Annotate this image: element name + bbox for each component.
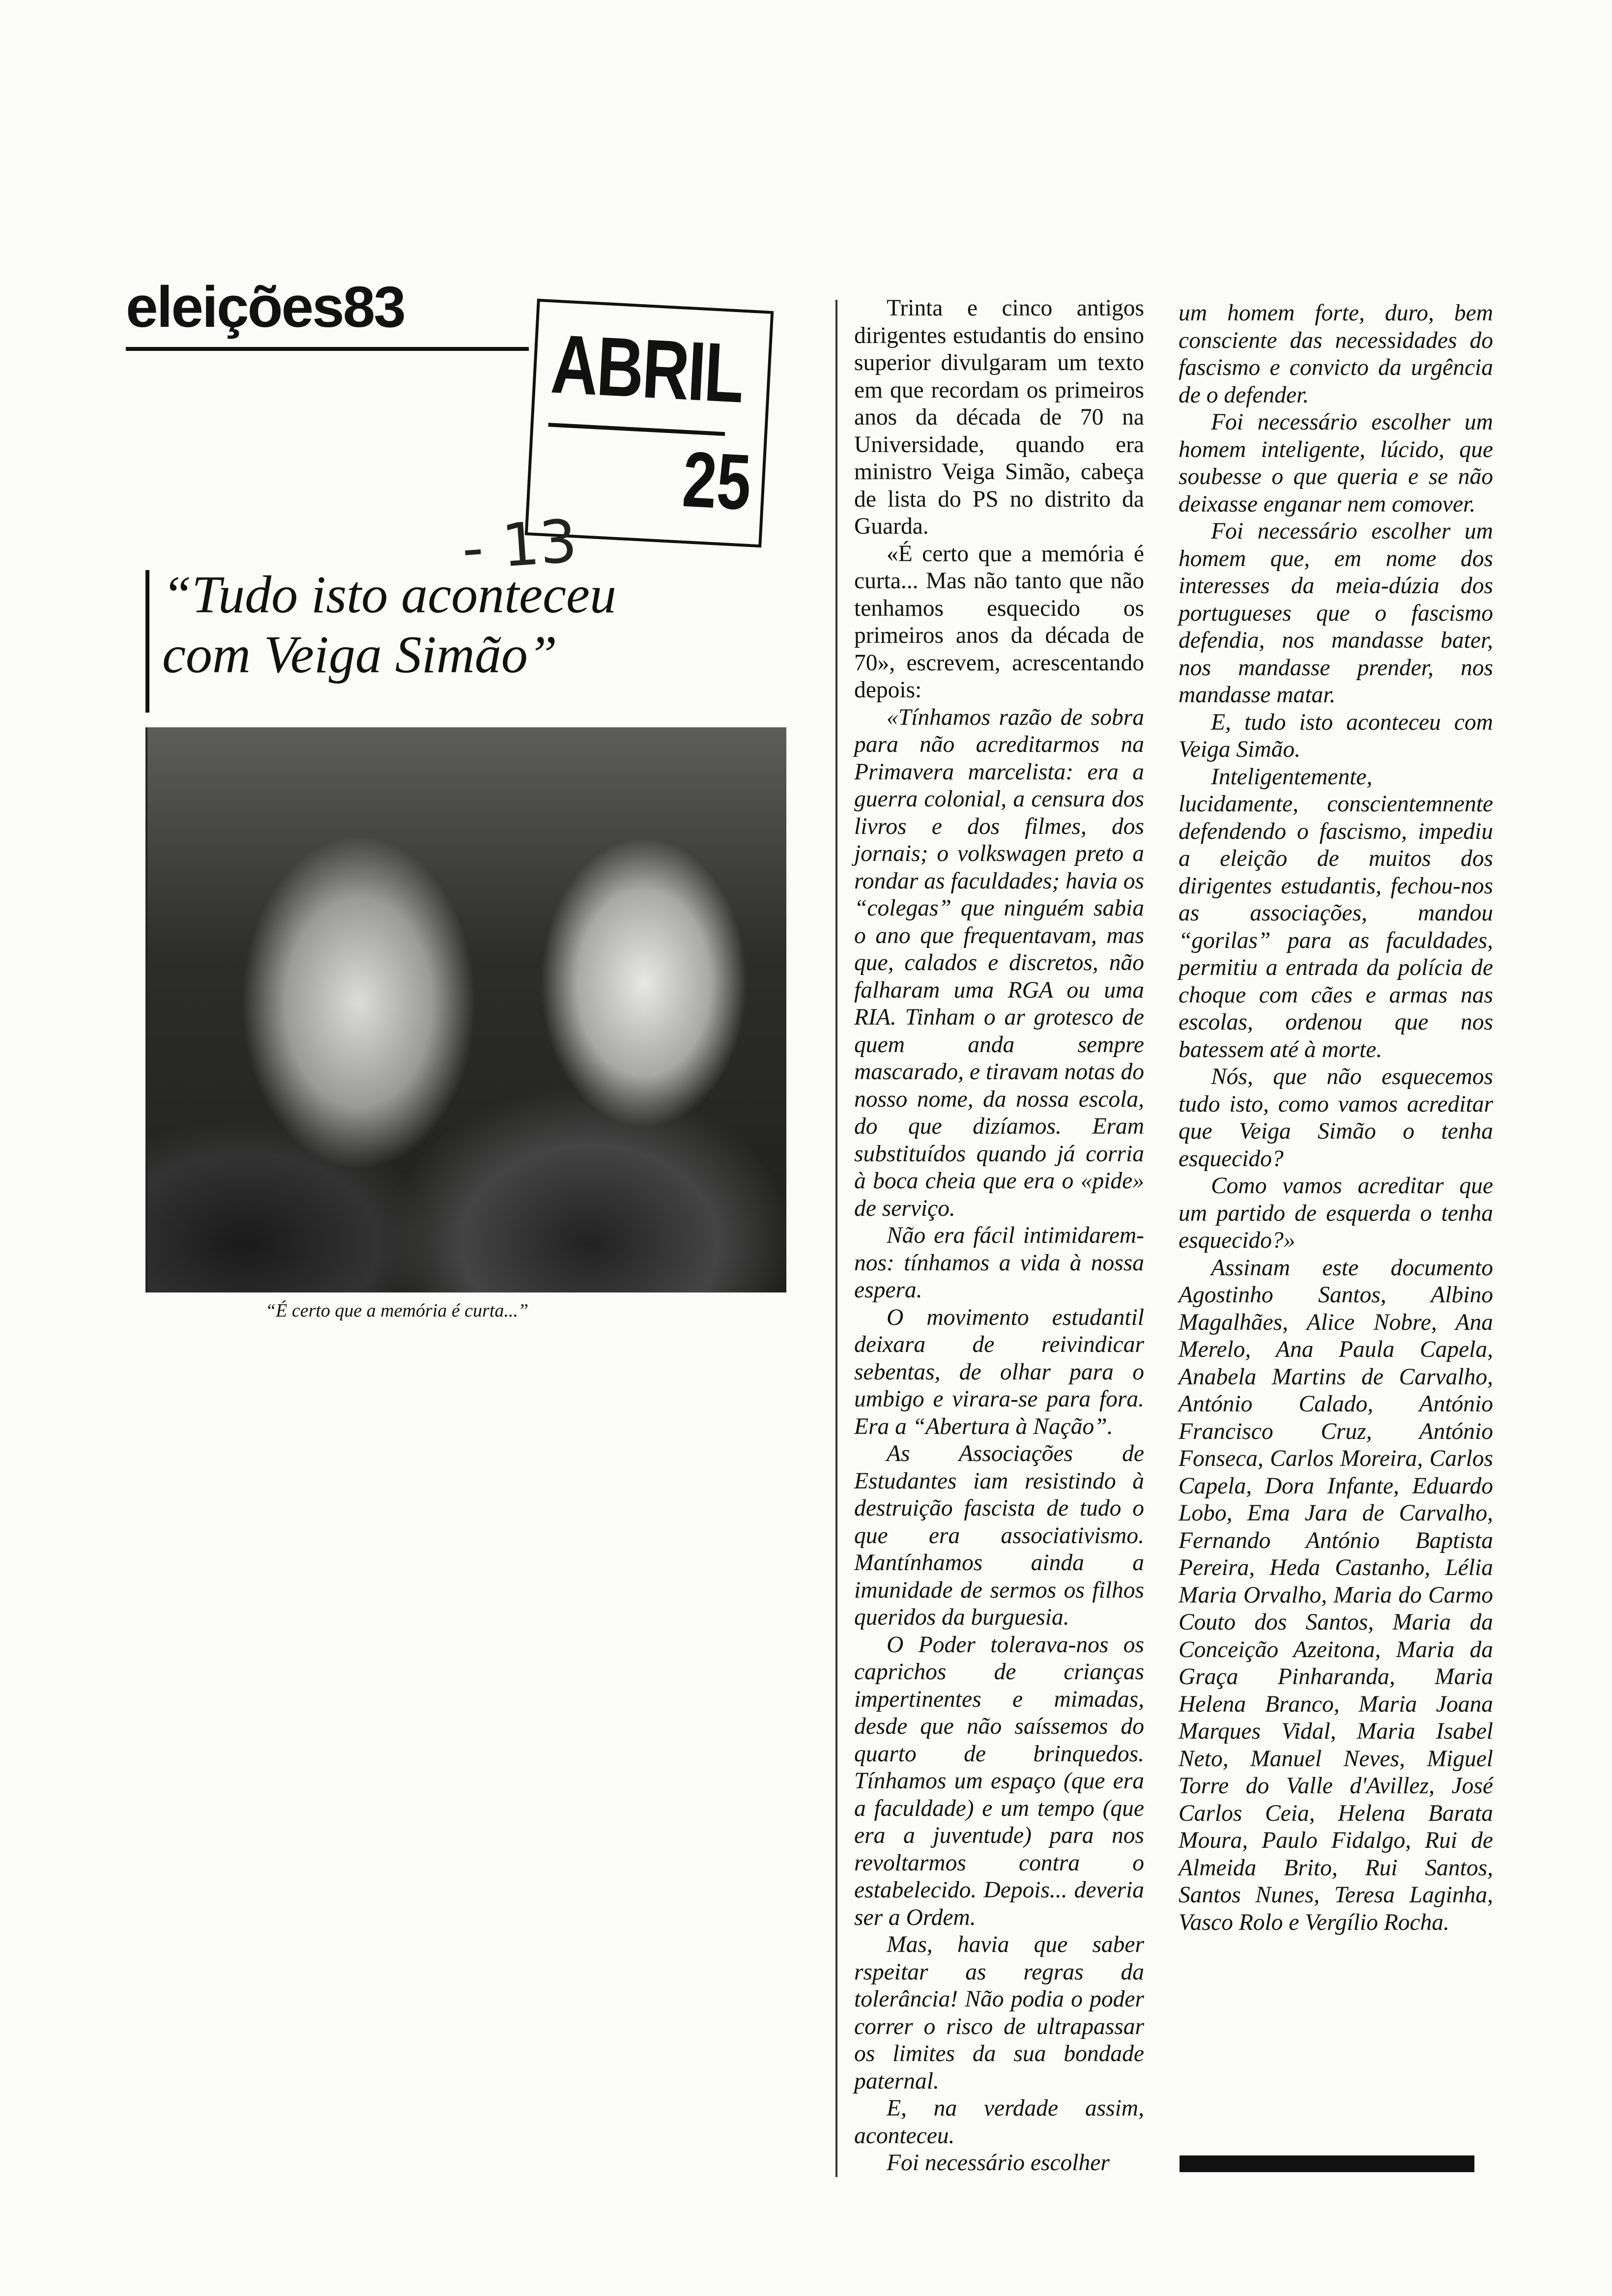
photo-caption: “É certo que a memória é curta...” — [265, 1300, 529, 1321]
column-rule — [835, 300, 837, 2177]
headline-line-1: “Tudo isto aconteceu — [162, 566, 616, 624]
headline-line-2: com Veiga Simão” — [162, 626, 557, 684]
article-column-left — [854, 295, 1144, 2177]
paragraph: Nós, que não esquecemos tudo isto, como vamos acreditar que Veiga Simão o tenha esquecido? — [1179, 1064, 1493, 1172]
paragraph: Trinta e cinco antigos dirigentes estudantis do ensino superior divulgaram um texto em que recordam os primeiros anos da década de 70 na Universidade, quando era ministro Veiga Simão, cabeça de lista do PS no distrito da Guarda. — [854, 295, 1144, 539]
paragraph: O Poder tolerava-nos os caprichos de crianças impertinentes e mimadas, desde que não saíssemos do quarto de brinquedos. Tínhamos um espaço (que era a faculdade) e um tempo (que era a juventude) para nos revoltarmos contra o estabelecido. Depois... deveria ser a Ordem. — [854, 1632, 1144, 1930]
paragraph: Inteligentemente, lucidamente, conscientemnente defendendo o fascismo, impediu a eleição de muitos dos dirigentes estudantis, fechou-nos as associações, mandou “gorilas” para as faculdades, permitiu a entrada da polícia de choque com cães e armas nas escolas, ordenou que nos batessem até à morte. — [1179, 764, 1493, 1062]
paragraph: Foi necessário escolher um homem que, em nome dos interesses da meia-dúzia dos portugueses que o fascismo defendia, nos mandasse bater, nos mandasse prender, nos mandasse matar. — [1179, 518, 1493, 708]
paragraph: «Tínhamos razão de sobra para não acreditarmos na Primavera marcelista: era a guerra colonial, a censura dos livros e dos filmes, dos jornais; o volkswagen preto a rondar as faculdades; havia os “colegas” que ninguém sabia o ano que frequentavam, mas que, calados e discretos, não falharam uma RGA ou uma RIA. Tinham o ar grotesco de quem anda sempre mascarado, e tiravam notas do nosso nome, da nossa escola, do que dizíamos. Eram substituídos quando já corria à boca cheia que era o «pide» de serviço. — [854, 704, 1144, 1221]
paragraph: Foi necessário escolher um homem inteligente, lúcido, que soubesse o que queria e se não deixasse enganar nem comover. — [1179, 409, 1493, 517]
date-divider — [548, 423, 725, 436]
date-month: ABRIL — [549, 317, 746, 421]
paragraph: um homem forte, duro, bem consciente das necessidades do fascismo e convicto da urgência de o defender. — [1179, 300, 1493, 408]
paragraph: Foi necessário escolher — [887, 2150, 1110, 2176]
section-label: eleições83 — [126, 275, 405, 340]
footer-bar — [1180, 2155, 1474, 2172]
headline — [162, 565, 703, 685]
article-photo — [145, 727, 786, 1292]
paragraph: E, tudo isto aconteceu com Veiga Simão. — [1179, 709, 1493, 762]
date-day: 25 — [680, 434, 753, 526]
headline-bar — [145, 570, 149, 713]
article-column-right — [1179, 300, 1493, 1936]
paragraph: Não era fácil intimidarem-nos: tínhamos a vida à nossa espera. — [854, 1223, 1144, 1303]
handwritten-annotation: - 13 — [460, 507, 579, 583]
paragraph: «É certo que a memória é curta... Mas não tanto que não tenhamos esquecido os primeiros anos da década de 70», escrevem, acrescentando depois: — [854, 541, 1144, 703]
paragraph: O movimento estudantil deixara de reivindicar sebentas, de olhar para o umbigo e virara-se para fora. Era a “Abertura à Nação”. — [854, 1304, 1144, 1439]
paragraph: Como vamos acreditar que um partido de esquerda o tenha esquecido?» — [1179, 1173, 1493, 1253]
masthead-rule — [126, 347, 529, 351]
signatories: Assinam este documento Agostinho Santos, Albino Magalhães, Alice Nobre, Ana Merelo, Ana Paula Capela, Anabela Martins de Carvalho, António Calado, António Francisco Cruz, António Fonseca, Carlos Moreira, Carlos Capela, Dora Infante, Eduardo Lobo, Ema Jara de Carvalho, Fernando António Baptista Pereira, Heda Castanho, Lélia Maria Orvalho, Maria do Carmo Couto dos Santos, Maria da Conceição Azeitona, Maria da Graça Pinharanda, Maria Helena Branco, Maria Joana Marques Vidal, Maria Isabel Neto, Manuel Neves, Miguel Torre do Valle d'Avillez, José Carlos Ceia, Helena Barata Moura, Paulo Fidalgo, Rui de Almeida Brito, Rui Santos, Santos Nunes, Teresa Laginha, Vasco Rolo e Vergílio Rocha. — [1179, 1255, 1493, 1935]
paragraph: E, na verdade assim, aconteceu. — [854, 2095, 1144, 2149]
paragraph: As Associações de Estudantes iam resistindo à destruição fascista de tudo o que era associativismo. Mantínhamos ainda a imunidade de sermos os filhos queridos da burguesia. — [854, 1441, 1144, 1630]
paragraph: Mas, havia que saber rspeitar as regras da tolerância! Não podia o poder correr o risco de ultrapassar os limites da sua bondade paternal. — [854, 1932, 1144, 2094]
